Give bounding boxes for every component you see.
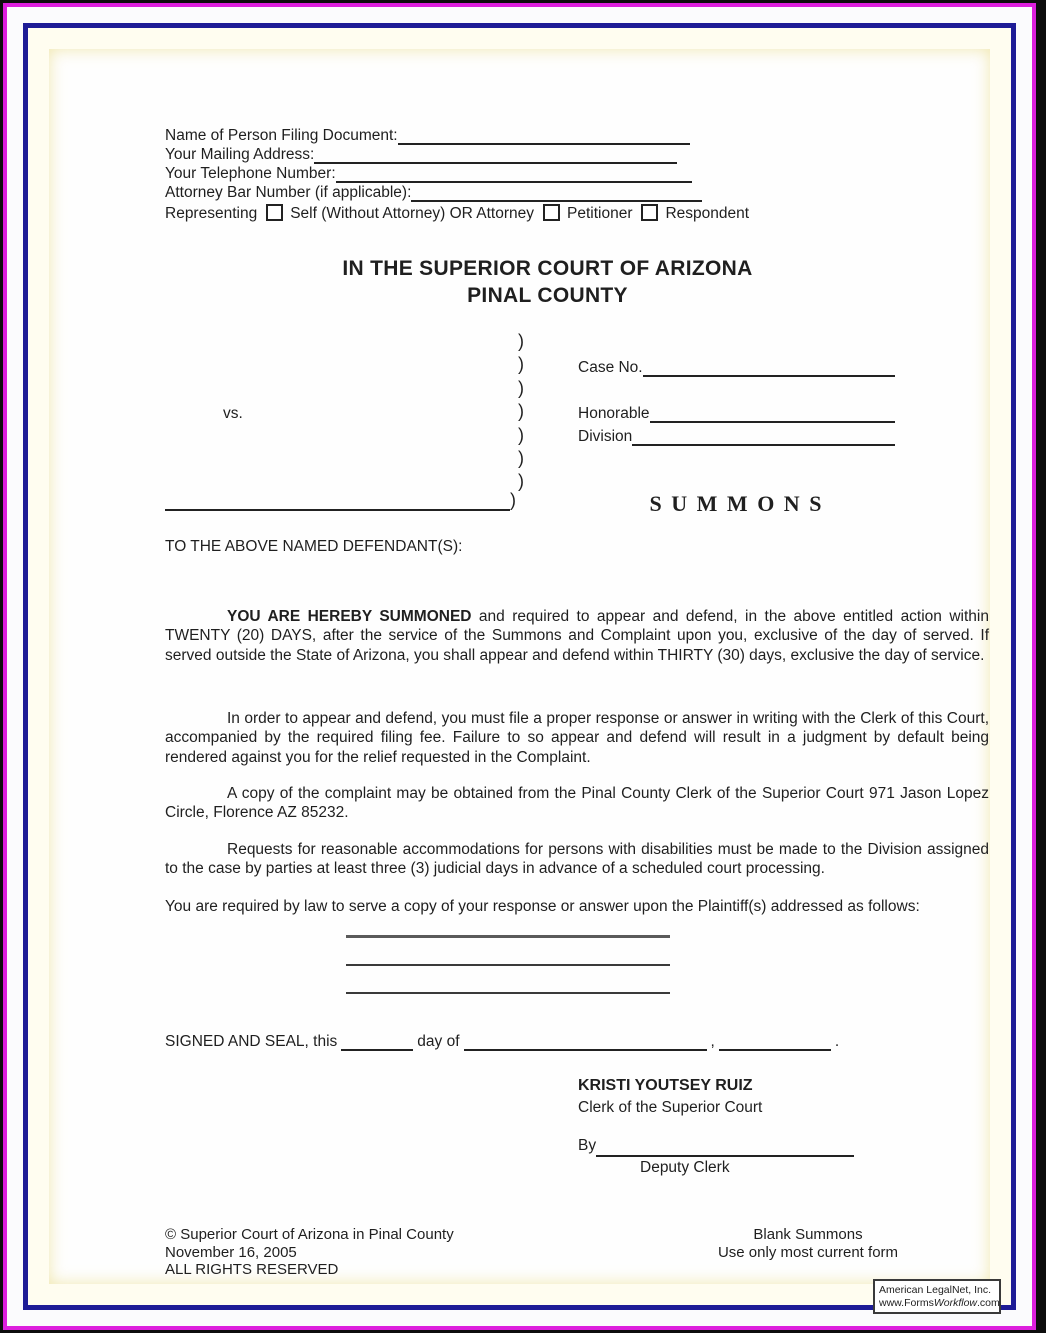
deputy-signature-input-line[interactable] [596, 1139, 854, 1157]
legalnet-stamp-box [873, 1279, 1001, 1314]
self-option-label: Self (Without Attorney) OR Attorney [290, 204, 534, 222]
footer-copyright-block [165, 1226, 454, 1279]
field-label: Your Mailing Address: [165, 146, 315, 163]
defendant-name-input-line[interactable] [165, 493, 510, 511]
paren: ) [518, 424, 524, 445]
field-label: Your Telephone Number: [165, 165, 336, 182]
clerk-signature-block [578, 1075, 854, 1179]
paragraph-accommodations: Requests for reasonable accommodations for persons with disabilities must be made to the Division assigned to the case by parties at least three (3) judicial days in advance of a scheduled court processing. [165, 841, 989, 878]
summons-title: S U M M O N S [649, 491, 824, 516]
by-row [578, 1135, 854, 1157]
field-name-of-filer [165, 126, 690, 145]
paren: ) [518, 401, 524, 422]
paren: ) [510, 490, 516, 510]
legalnet-url-workflow: Workflow [933, 1297, 978, 1309]
field-label: Name of Person Filing Document: [165, 127, 398, 144]
magenta-page-border [3, 3, 1036, 1330]
summoned-bold-lead: YOU ARE HEREBY SUMMONED [227, 608, 472, 625]
name-of-filer-input-line[interactable] [398, 127, 690, 145]
footer-form-name: Blank Summons [753, 1226, 863, 1243]
by-label: By [578, 1137, 597, 1154]
petitioner-checkbox[interactable] [543, 204, 560, 221]
division-label: Division [578, 428, 633, 445]
navy-page-border [23, 23, 1016, 1310]
day-of-label: day of [417, 1033, 460, 1050]
footer-date: November 16, 2005 [165, 1243, 297, 1261]
representing-row [165, 203, 749, 223]
respondent-checkbox[interactable] [641, 204, 658, 221]
paragraph-appear-defend: In order to appear and defend, you must file a proper response or answer in writing with the Clerk of this Court, accompanied by the required filing fee. Failure to so appear and defend will result in a judgment by default being rendered against you for the relief requested in the Complaint. [165, 710, 989, 766]
filing-fields-block [165, 126, 749, 223]
field-label: Attorney Bar Number (if applicable): [165, 184, 412, 201]
clerk-title: Clerk of the Superior Court [578, 1099, 763, 1116]
field-mailing-address [165, 145, 677, 164]
mailing-address-input-line[interactable] [314, 146, 677, 164]
division-row [578, 428, 895, 446]
case-no-label: Case No. [578, 359, 643, 376]
honorable-row [578, 405, 895, 423]
honorable-label: Honorable [578, 405, 650, 422]
field-attorney-bar-number [165, 183, 702, 202]
document-page [49, 49, 1000, 1309]
summoned-rest: and required to appear and defend, in the above entitled action within TWENTY (20) DAYS, after the service of the Summons and Complaint upon you, exclusive of the day of served. If served outside the State of Arizona, you shall appear and defend within THIRTY (30) days, exclusive the day of service. [165, 608, 989, 664]
deputy-clerk-label: Deputy Clerk [640, 1159, 730, 1176]
paren: ) [518, 377, 524, 398]
legalnet-url [879, 1297, 1000, 1310]
plaintiff-address-line-1[interactable] [346, 935, 670, 938]
defendant-heading: TO THE ABOVE NAMED DEFENDANT(S): [165, 538, 463, 555]
month-input-line[interactable] [464, 1033, 707, 1051]
paragraph-summoned [165, 607, 989, 665]
clerk-name: KRISTI YOUTSEY RUIZ [578, 1077, 753, 1094]
year-input-line[interactable] [719, 1033, 831, 1051]
division-input-line[interactable] [632, 428, 895, 446]
paren: ) [518, 448, 524, 469]
paren: ) [518, 354, 524, 375]
footer-form-note-block [688, 1226, 928, 1261]
telephone-number-input-line[interactable] [336, 165, 692, 183]
plaintiff-address-line-2[interactable] [346, 964, 670, 966]
day-input-line[interactable] [341, 1033, 413, 1051]
court-title-line1: IN THE SUPERIOR COURT OF ARIZONA [342, 257, 753, 280]
attorney-bar-number-input-line[interactable] [411, 184, 702, 202]
period: . [834, 1033, 840, 1050]
vs-label: vs. [223, 405, 243, 422]
serve-notice-line: You are required by law to serve a copy of your response or answer upon the Plaintiff(s) addressed as follows: [165, 898, 920, 915]
case-no-input-line[interactable] [643, 359, 895, 377]
honorable-input-line[interactable] [650, 405, 895, 423]
legalnet-company: American LegalNet, Inc. [879, 1284, 992, 1296]
signed-label: SIGNED AND SEAL, this [165, 1033, 338, 1050]
legalnet-url-prefix: www.Forms [879, 1297, 934, 1309]
field-telephone-number [165, 164, 692, 183]
legalnet-url-suffix: .com [977, 1297, 1000, 1309]
plaintiff-address-line-3[interactable] [346, 992, 670, 994]
comma: , [710, 1033, 715, 1050]
paragraph-copy-of-complaint: A copy of the complaint may be obtained from the Pinal County Clerk of the Superior Court 971 Jason Lopez Circle, Florence AZ 85232. [165, 785, 989, 822]
caption-paren-column [514, 330, 528, 494]
defendant-name-line-row [165, 490, 516, 511]
case-no-row [578, 359, 895, 377]
petitioner-option-label: Petitioner [567, 204, 633, 222]
footer-form-note: Use only most current form [717, 1243, 899, 1261]
paren: ) [518, 471, 524, 492]
respondent-option-label: Respondent [665, 204, 750, 222]
signed-and-seal-row [165, 1033, 839, 1051]
court-title-line2: PINAL COUNTY [467, 284, 628, 307]
footer-rights: ALL RIGHTS RESERVED [165, 1261, 339, 1278]
footer-copyright: © Superior Court of Arizona in Pinal County [165, 1226, 454, 1243]
paren: ) [518, 331, 524, 351]
representing-label: Representing [165, 204, 258, 222]
court-title [49, 255, 1046, 309]
self-checkbox[interactable] [266, 204, 283, 221]
